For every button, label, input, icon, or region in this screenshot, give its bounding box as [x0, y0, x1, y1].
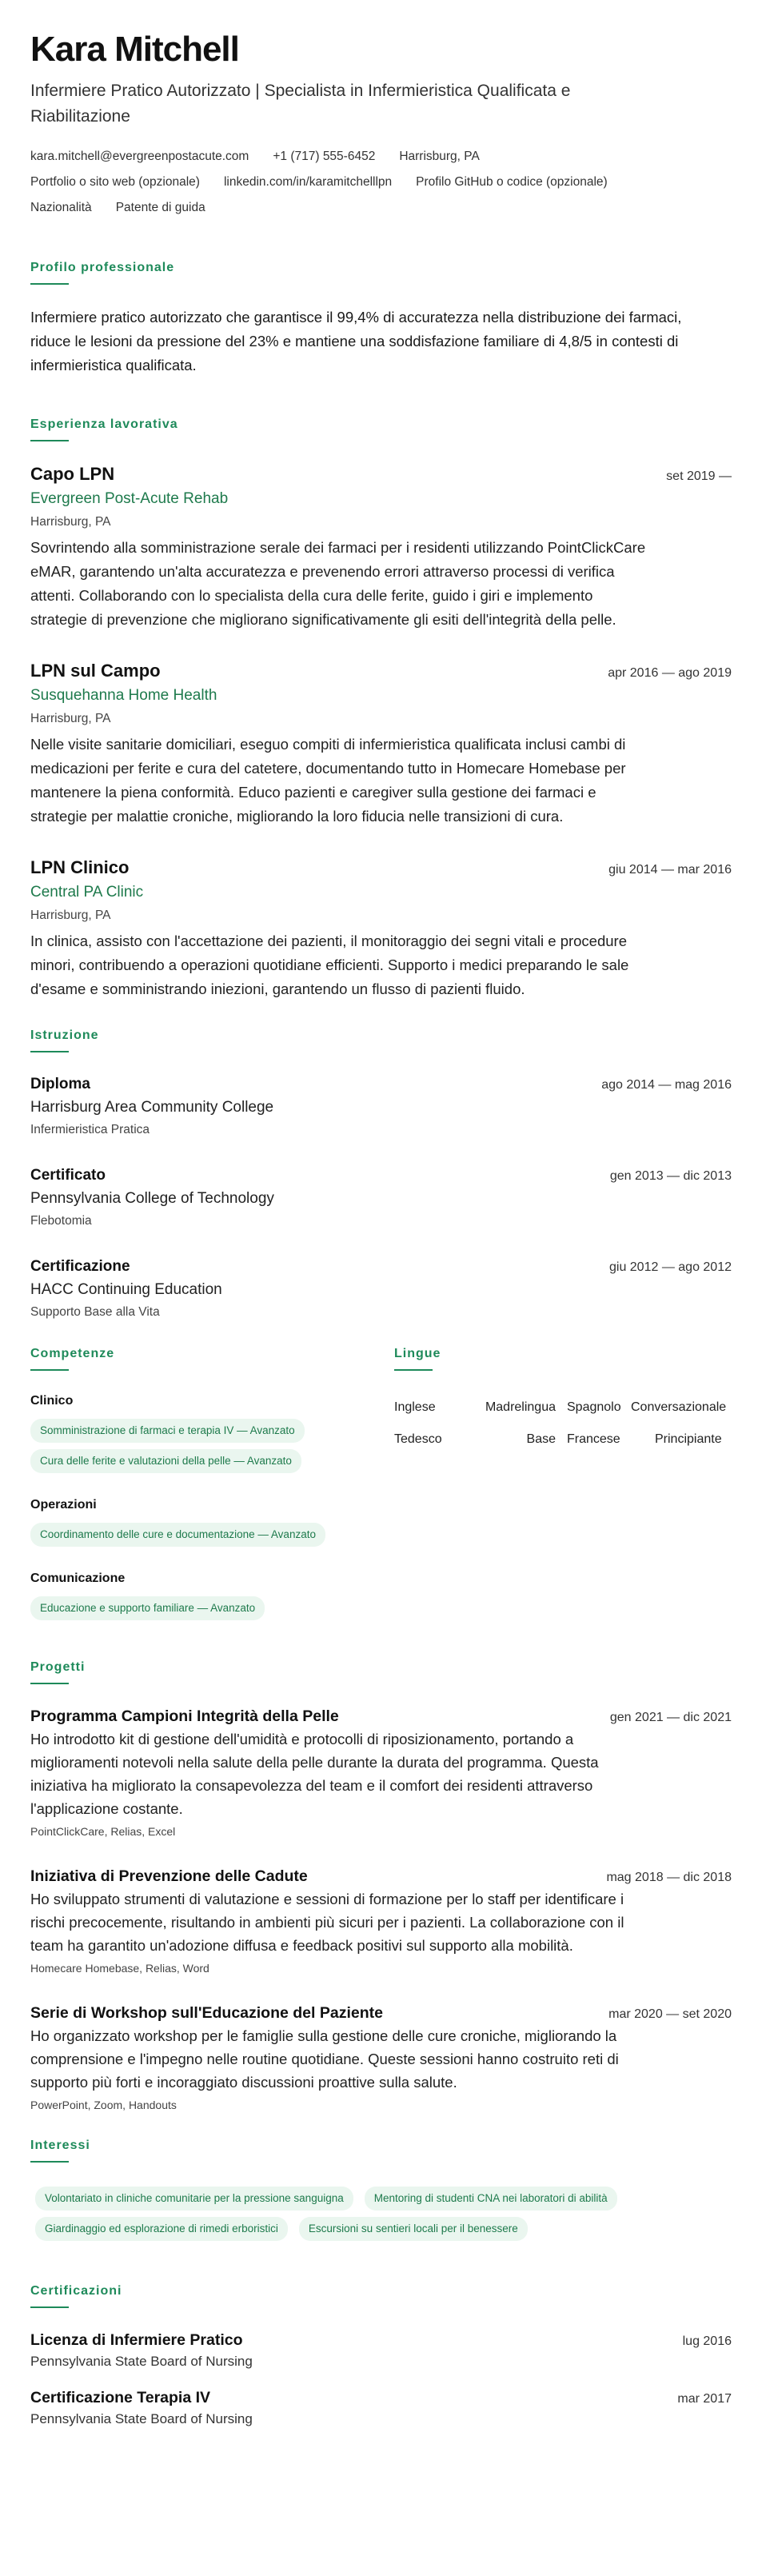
education-school: HACC Continuing Education	[30, 1281, 222, 1298]
certification-date: lug 2016	[682, 2334, 732, 2348]
project-tools: PowerPoint, Zoom, Handouts	[30, 2099, 177, 2111]
language-level: Principiante	[655, 1432, 722, 1446]
job-description: In clinica, assisto con l'accettazione dei pazienti, il monitoraggio dei segni vitali e procedure minori, contribuendo a operazioni quotidiane efficienti. Supporto i medici preparando le sale d'esame e somministrando iniezioni, garantendo un flusso di pazienti fluido.	[30, 933, 629, 997]
education-date: ago 2014 — mag 2016	[601, 1078, 732, 1092]
profile-section	[30, 261, 732, 377]
skill-category: Operazioni	[30, 1498, 97, 1512]
education-section	[30, 1028, 732, 1323]
section-divider	[30, 440, 69, 441]
contact-row-tertiary	[30, 195, 732, 221]
education-degree: Certificazione	[30, 1258, 130, 1275]
job-date: set 2019 —	[666, 469, 732, 483]
skill-group	[30, 1496, 394, 1550]
education-field: Supporto Base alla Vita	[30, 1305, 160, 1319]
interests-section	[30, 2139, 732, 2244]
job-entry	[30, 856, 732, 1001]
job-title: LPN Clinico	[30, 857, 130, 877]
section-heading: Certificazioni	[30, 2284, 122, 2298]
contact-row-primary	[30, 144, 732, 170]
language-name: Tedesco	[394, 1432, 442, 1446]
certification-entry	[30, 2329, 732, 2372]
education-entry	[30, 1164, 732, 1232]
section-heading: Lingue	[394, 1347, 441, 1360]
section-heading: Istruzione	[30, 1028, 99, 1042]
certification-title: Licenza di Infermiere Pratico	[30, 2331, 243, 2349]
contact-phone[interactable]: +1 (717) 555-6452	[273, 150, 376, 163]
interest-chip: Escursioni su sentieri locali per il benessere	[299, 2217, 528, 2241]
certifications-section	[30, 2284, 732, 2430]
job-date: apr 2016 — ago 2019	[608, 666, 732, 680]
project-entry	[30, 2002, 732, 2115]
section-divider	[30, 1683, 69, 1684]
project-entry	[30, 1865, 732, 1978]
languages-section	[394, 1347, 732, 1643]
interest-chips	[30, 2183, 726, 2244]
project-entry	[30, 1705, 732, 1841]
candidate-subtitle: Infermiere Pratico Autorizzato | Specialista in Infermieristica Qualificata e Riabilitazione	[30, 82, 571, 126]
section-heading: Interessi	[30, 2139, 90, 2152]
interest-chip: Giardinaggio ed esplorazione di rimedi erboristici	[35, 2217, 288, 2241]
skill-category: Clinico	[30, 1394, 74, 1408]
job-company: Susquehanna Home Health	[30, 687, 217, 704]
language-level: Madrelingua	[485, 1400, 556, 1414]
language-name: Inglese	[394, 1400, 436, 1414]
contact-portfolio[interactable]: Portfolio o sito web (opzionale)	[30, 175, 200, 189]
language-name: Spagnolo	[567, 1400, 621, 1414]
section-divider	[30, 1369, 69, 1371]
project-title: Serie di Workshop sull'Educazione del Paziente	[30, 2004, 383, 2022]
project-tools: PointClickCare, Relias, Excel	[30, 1825, 176, 1838]
language-row	[394, 1424, 732, 1456]
interest-chip: Mentoring di studenti CNA nei laboratori di abilità	[365, 2187, 617, 2211]
section-divider	[30, 2306, 69, 2308]
job-location: Harrisburg, PA	[30, 515, 111, 529]
section-divider	[30, 283, 69, 285]
project-date: mar 2020 — set 2020	[608, 2007, 732, 2021]
contact-nationality: Nazionalità	[30, 201, 92, 214]
contact-license: Patente di guida	[115, 201, 205, 214]
job-description: Nelle visite sanitarie domiciliari, eseguo compiti di infermieristica qualificata inclusi cambi di medicazioni per ferite e cura del catetere, documentando tutto in Homecare Homebase per mantenere la piena conformità. Educo pazienti e caregiver sulla gestione dei farmaci e strategie per malattie croniche, migliorando la loro fiducia nelle transizioni di cura.	[30, 736, 626, 825]
job-title: Capo LPN	[30, 464, 115, 484]
section-heading: Competenze	[30, 1347, 115, 1360]
job-company: Evergreen Post-Acute Rehab	[30, 490, 229, 507]
skill-chip: Educazione e supporto familiare — Avanzato	[30, 1596, 265, 1620]
project-title: Iniziativa di Prevenzione delle Cadute	[30, 1867, 308, 1885]
language-row	[394, 1392, 732, 1424]
job-title: LPN sul Campo	[30, 661, 161, 681]
profile-summary: Infermiere pratico autorizzato che garantisce il 99,4% di accuratezza nella distribuzione dei farmaci, riduce le lesioni da pressione del 23% e mantiene una soddisfazione familiare di 4,8/5 in contesti di infermieristica qualificata.	[30, 309, 682, 373]
projects-section	[30, 1660, 732, 2115]
project-description: Ho introdotto kit di gestione dell'umidità e protocolli di riposizionamento, portando a miglioramenti notevoli nella salute della pelle durante la durata del programma. Questa iniziativa ha migliorato la consapevolezza del team e il comfort dei residenti attraverso l'applicazione costante.	[30, 1731, 599, 1817]
education-date: gen 2013 — dic 2013	[609, 1169, 732, 1183]
project-title: Programma Campioni Integrità della Pelle	[30, 1707, 339, 1725]
contact-linkedin[interactable]: linkedin.com/in/karamitchelllpn	[223, 175, 393, 189]
job-location: Harrisburg, PA	[30, 712, 111, 725]
project-description: Ho sviluppato strumenti di valutazione e sessioni di formazione per lo staff per identificare i rischi precocemente, risultando in ambienti più sicuri per i pazienti. La collaborazione con il team ha garantito un'adozione diffusa e feedback positivi sul supporto alla mobilità.	[30, 1891, 624, 1954]
education-entry	[30, 1256, 732, 1323]
certification-issuer: Pennsylvania State Board of Nursing	[30, 2411, 253, 2426]
experience-section	[30, 417, 732, 1001]
skill-group	[30, 1569, 394, 1623]
project-description: Ho organizzato workshop per le famiglie sulla gestione delle cure croniche, migliorando la comprensione e l'impegno nelle routine quotidiane. Queste sessioni hanno costruito reti di supporto più forti e incoraggiato discussioni proattive sulla salute.	[30, 2027, 619, 2091]
job-entry	[30, 659, 732, 829]
job-company: Central PA Clinic	[30, 884, 144, 901]
resume-header	[30, 29, 732, 221]
contact-row-secondary	[30, 170, 732, 195]
education-degree: Certificato	[30, 1167, 106, 1184]
job-location: Harrisburg, PA	[30, 909, 111, 922]
certification-title: Certificazione Terapia IV	[30, 2389, 211, 2406]
education-degree: Diploma	[30, 1076, 90, 1092]
education-school: Harrisburg Area Community College	[30, 1099, 274, 1116]
section-divider	[30, 2161, 69, 2163]
section-heading: Esperienza lavorativa	[30, 417, 178, 431]
section-divider	[30, 1051, 69, 1052]
project-date: gen 2021 — dic 2021	[609, 1711, 732, 1724]
certification-entry	[30, 2386, 732, 2430]
interest-chip: Volontariato in cliniche comunitarie per la pressione sanguigna	[35, 2187, 353, 2211]
skill-chip: Coordinamento delle cure e documentazione — Avanzato	[30, 1523, 325, 1547]
section-divider	[394, 1369, 433, 1371]
section-heading: Profilo professionale	[30, 261, 175, 274]
skill-chip: Cura delle ferite e valutazioni della pelle — Avanzato	[30, 1449, 301, 1473]
education-entry	[30, 1073, 732, 1140]
certification-issuer: Pennsylvania State Board of Nursing	[30, 2354, 253, 2369]
job-description: Sovrintendo alla somministrazione serale dei farmaci per i residenti utilizzando PointClickCare eMAR, garantendo un'alta accuratezza e prevenendo errori attraverso processi di verifica attenti. Collaborando con lo specialista della cura delle ferite, guido i giri e implemento strategie di prevenzione che migliorano significativamente gli esiti dell'integrità della pelle.	[30, 539, 646, 628]
language-level: Conversazionale	[631, 1400, 727, 1414]
contact-location: Harrisburg, PA	[399, 150, 480, 163]
job-date: giu 2014 — mar 2016	[608, 863, 732, 877]
skills-languages-row	[30, 1347, 732, 1643]
language-level: Base	[526, 1432, 556, 1446]
education-school: Pennsylvania College of Technology	[30, 1190, 274, 1207]
education-field: Flebotomia	[30, 1214, 92, 1228]
certification-date: mar 2017	[677, 2392, 732, 2406]
project-tools: Homecare Homebase, Relias, Word	[30, 1962, 209, 1975]
project-date: mag 2018 — dic 2018	[606, 1871, 732, 1884]
language-name: Francese	[567, 1432, 620, 1446]
education-date: giu 2012 — ago 2012	[608, 1260, 732, 1274]
skills-section	[30, 1347, 394, 1643]
education-field: Infermieristica Pratica	[30, 1123, 150, 1136]
contact-github[interactable]: Profilo GitHub o codice (opzionale)	[416, 175, 608, 189]
section-heading: Progetti	[30, 1660, 86, 1674]
skill-category: Comunicazione	[30, 1572, 126, 1585]
candidate-name: Kara Mitchell	[30, 30, 239, 69]
job-entry	[30, 462, 732, 632]
contact-email[interactable]: kara.mitchell@evergreenpostacute.com	[30, 150, 249, 163]
skill-chip: Somministrazione di farmaci e terapia IV — Avanzato	[30, 1419, 305, 1443]
skill-group	[30, 1392, 394, 1476]
